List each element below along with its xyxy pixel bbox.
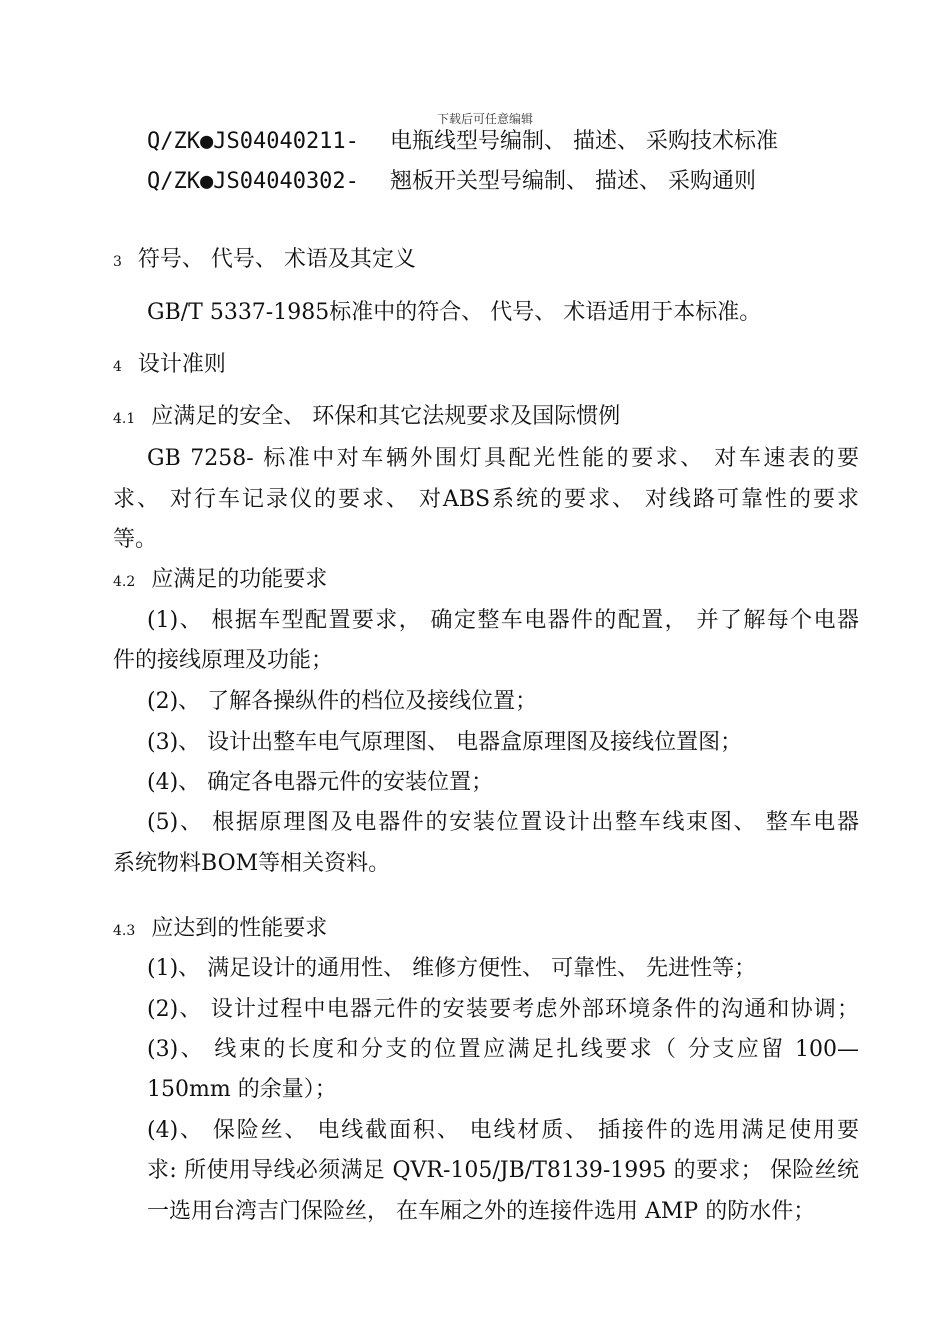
list-item: (4)、 确定各电器元件的安装位置； (147, 770, 494, 795)
paragraph-line: GB 7258- 标准中对车辆外围灯具配光性能的要求、 对车速表的要 (147, 446, 859, 471)
ref-code: Q/ZK●JS04040211- (147, 129, 359, 154)
list-item: (3)、 设计出整车电气原理图、 电器盒原理图及接线位置图； (147, 730, 743, 755)
list-item: (4)、 保险丝、 电线截面积、 电线材质、 插接件的选用满足使用要 (147, 1118, 859, 1143)
list-item-continuation: 求: 所使用导线必须满足 QVR-105/JB/T8139-1995 的要求； 保险丝统 (147, 1158, 859, 1183)
ref-title: 电瓶线型号编制、 描述、 采购技术标准 (390, 129, 778, 154)
section-number: 4.2 (113, 574, 136, 590)
list-item: (1)、 满足设计的通用性、 维修方便性、 可靠性、 先进性等； (147, 956, 757, 981)
ref-row (147, 169, 359, 195)
section-title: 应满足的功能要求 (151, 567, 328, 592)
section-title: 应达到的性能要求 (151, 916, 328, 941)
section-title: 设计准则 (137, 352, 226, 377)
section-number: 4 (113, 359, 122, 375)
list-item-continuation: 150mm 的余量）； (147, 1077, 337, 1102)
list-item-continuation: 件的接线原理及功能； (113, 648, 334, 673)
ref-row (147, 129, 359, 155)
paragraph-line: 求、 对行车记录仪的要求、 对ABS系统的要求、 对线路可靠性的要求 (113, 487, 859, 512)
download-note: 下载后可任意编辑 (437, 112, 534, 126)
section-4-3-heading (113, 916, 327, 944)
ref-code: Q/ZK●JS04040302- (147, 169, 359, 194)
ref-title: 翘板开关型号编制、 描述、 采购通则 (390, 169, 756, 194)
section-title: 符号、 代号、 术语及其定义 (137, 247, 416, 272)
section-4-1-heading (113, 404, 620, 432)
list-item: (5)、 根据原理图及电器件的安装位置设计出整车线束图、 整车电器 (147, 810, 859, 835)
section-number: 4.3 (113, 923, 136, 939)
section-3-heading (113, 247, 416, 275)
section-4-heading (113, 352, 226, 380)
section-4-2-heading (113, 567, 327, 595)
list-item-continuation: 一选用台湾吉门保险丝， 在车厢之外的连接件选用 AMP 的防水件； (147, 1199, 816, 1224)
list-item-continuation: 系统物料BOM等相关资料。 (113, 851, 391, 876)
section-title: 应满足的安全、 环保和其它法规要求及国际惯例 (151, 404, 621, 429)
section-3-text: GB/T 5337-1985标准中的符合、 代号、 术语适用于本标准。 (147, 300, 762, 325)
list-item: (3)、 线束的长度和分支的位置应满足扎线要求（ 分支应留 100— (147, 1037, 859, 1062)
list-item: (2)、 设计过程中电器元件的安装要考虑外部环境条件的沟通和协调； (147, 997, 859, 1022)
section-number: 3 (113, 254, 122, 270)
list-item: (1)、 根据车型配置要求， 确定整车电器件的配置， 并了解每个电器 (147, 608, 859, 633)
paragraph-line: 等。 (113, 527, 158, 552)
section-number: 4.1 (113, 411, 136, 427)
list-item: (2)、 了解各操纵件的档位及接线位置； (147, 689, 538, 714)
